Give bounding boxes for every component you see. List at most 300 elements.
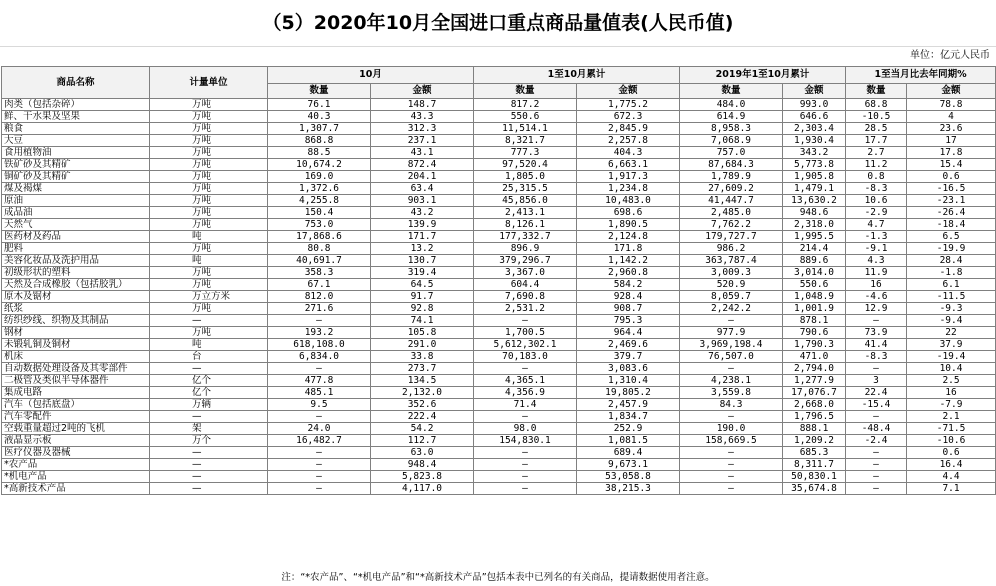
ytd-quantity-cell: 4,356.9 — [474, 387, 577, 399]
measure-unit: 万吨 — [150, 183, 268, 195]
ly-quantity-cell: 3,559.8 — [680, 387, 783, 399]
oct-quantity-cell: 10,674.2 — [268, 159, 371, 171]
ly-amount-cell: 1,048.9 — [783, 291, 846, 303]
ytd-quantity-cell: 2,531.2 — [474, 303, 577, 315]
oct-amount-cell: 63.0 — [371, 447, 474, 459]
ly-amount-cell: 1,905.8 — [783, 171, 846, 183]
yoy-quantity-cell: -4.6 — [846, 291, 907, 303]
ytd-amount-cell: 2,124.8 — [577, 231, 680, 243]
oct-amount-cell: 33.8 — [371, 351, 474, 363]
ly-amount-cell: 5,773.8 — [783, 159, 846, 171]
ytd-amount-cell: 928.4 — [577, 291, 680, 303]
oct-quantity-cell: 88.5 — [268, 147, 371, 159]
yoy-quantity-cell: 10.6 — [846, 195, 907, 207]
yoy-amount-cell: -26.4 — [907, 207, 996, 219]
ly-quantity-cell: 3,009.3 — [680, 267, 783, 279]
yoy-quantity-cell: 4.7 — [846, 219, 907, 231]
oct-amount-cell: 312.3 — [371, 123, 474, 135]
commodity-name: 大豆 — [2, 135, 150, 147]
oct-quantity-cell: — — [268, 459, 371, 471]
footnote: 注：“*农产品”、“*机电产品”和“*高新技术产品”包括本表中已列名的有关商品，提请数据使用者注意。 — [281, 572, 715, 583]
table-row — [2, 291, 996, 303]
ly-quantity-cell: 158,669.5 — [680, 435, 783, 447]
ytd-quantity-cell: 777.3 — [474, 147, 577, 159]
commodity-name: 纸浆 — [2, 303, 150, 315]
ytd-amount-cell: 379.7 — [577, 351, 680, 363]
oct-amount-cell: 54.2 — [371, 423, 474, 435]
ly-quantity-cell: 614.9 — [680, 111, 783, 123]
yoy-quantity-cell: — — [846, 447, 907, 459]
ly-amount-cell: 1,209.2 — [783, 435, 846, 447]
oct-amount-cell: 903.1 — [371, 195, 474, 207]
yoy-quantity-cell: 17.7 — [846, 135, 907, 147]
ly-amount-cell: 1,930.4 — [783, 135, 846, 147]
oct-quantity-cell: 16,482.7 — [268, 435, 371, 447]
header-amount: 金额 — [783, 84, 846, 99]
measure-unit: 台 — [150, 351, 268, 363]
yoy-quantity-cell: -9.1 — [846, 243, 907, 255]
ytd-quantity-cell: 5,612,302.1 — [474, 339, 577, 351]
ytd-quantity-cell: 70,183.0 — [474, 351, 577, 363]
yoy-amount-cell: 15.4 — [907, 159, 996, 171]
yoy-quantity-cell: -8.3 — [846, 183, 907, 195]
ytd-amount-cell: 1,917.3 — [577, 171, 680, 183]
yoy-amount-cell: -19.4 — [907, 351, 996, 363]
ytd-amount-cell: 584.2 — [577, 279, 680, 291]
yoy-amount-cell: -9.4 — [907, 315, 996, 327]
commodity-name: 肥料 — [2, 243, 150, 255]
oct-quantity-cell: 193.2 — [268, 327, 371, 339]
commodity-name: 美容化妆品及洗护用品 — [2, 255, 150, 267]
commodity-name: 汽车零配件 — [2, 411, 150, 423]
oct-quantity-cell: — — [268, 411, 371, 423]
header-quantity: 数量 — [268, 84, 371, 99]
commodity-name: 原油 — [2, 195, 150, 207]
commodity-name: 天然及合成橡胶（包括胶乳） — [2, 279, 150, 291]
ytd-quantity-cell: 97,520.4 — [474, 159, 577, 171]
yoy-quantity-cell: 11.9 — [846, 267, 907, 279]
oct-amount-cell: 43.1 — [371, 147, 474, 159]
oct-quantity-cell: 76.1 — [268, 99, 371, 111]
oct-amount-cell: 134.5 — [371, 375, 474, 387]
measure-unit: 万吨 — [150, 99, 268, 111]
ytd-amount-cell: 19,805.2 — [577, 387, 680, 399]
ly-quantity-cell: 363,787.4 — [680, 255, 783, 267]
commodity-name: 肉类（包括杂碎） — [2, 99, 150, 111]
table-row — [2, 123, 996, 135]
oct-amount-cell: 5,823.8 — [371, 471, 474, 483]
oct-amount-cell: 148.7 — [371, 99, 474, 111]
yoy-quantity-cell: — — [846, 459, 907, 471]
measure-unit: 万吨 — [150, 171, 268, 183]
yoy-amount-cell: -7.9 — [907, 399, 996, 411]
commodity-name: 纺织纱线、织物及其制品 — [2, 315, 150, 327]
ytd-quantity-cell: 1,700.5 — [474, 327, 577, 339]
oct-quantity-cell: 9.5 — [268, 399, 371, 411]
yoy-amount-cell: -10.6 — [907, 435, 996, 447]
ytd-amount-cell: 908.7 — [577, 303, 680, 315]
ly-quantity-cell: 484.0 — [680, 99, 783, 111]
yoy-quantity-cell: — — [846, 471, 907, 483]
ly-quantity-cell: — — [680, 471, 783, 483]
table-row — [2, 171, 996, 183]
table-row — [2, 219, 996, 231]
oct-amount-cell: 872.4 — [371, 159, 474, 171]
commodity-name: 初级形状的塑料 — [2, 267, 150, 279]
oct-quantity-cell: — — [268, 471, 371, 483]
table-row — [2, 111, 996, 123]
oct-quantity-cell: 618,108.0 — [268, 339, 371, 351]
ytd-amount-cell: 171.8 — [577, 243, 680, 255]
ytd-amount-cell: 6,663.1 — [577, 159, 680, 171]
ytd-amount-cell: 10,483.0 — [577, 195, 680, 207]
table-row — [2, 327, 996, 339]
yoy-amount-cell: 17 — [907, 135, 996, 147]
commodity-name: 空载重量超过2吨的飞机 — [2, 423, 150, 435]
oct-quantity-cell: 150.4 — [268, 207, 371, 219]
table-body — [2, 99, 996, 495]
ly-quantity-cell: — — [680, 315, 783, 327]
oct-amount-cell: 352.6 — [371, 399, 474, 411]
measure-unit: 万立方米 — [150, 291, 268, 303]
measure-unit: — — [150, 459, 268, 471]
measure-unit: 万吨 — [150, 147, 268, 159]
measure-unit: 万吨 — [150, 111, 268, 123]
measure-unit: 万吨 — [150, 219, 268, 231]
ytd-quantity-cell: 550.6 — [474, 111, 577, 123]
ly-amount-cell: 1,796.5 — [783, 411, 846, 423]
ytd-quantity-cell: 379,296.7 — [474, 255, 577, 267]
ly-amount-cell: 214.4 — [783, 243, 846, 255]
measure-unit: 吨 — [150, 339, 268, 351]
yoy-amount-cell: 2.1 — [907, 411, 996, 423]
measure-unit: — — [150, 447, 268, 459]
table-row — [2, 375, 996, 387]
ytd-amount-cell: 672.3 — [577, 111, 680, 123]
yoy-quantity-cell: -48.4 — [846, 423, 907, 435]
yoy-amount-cell: 22 — [907, 327, 996, 339]
table-row — [2, 135, 996, 147]
ly-quantity-cell: 41,447.7 — [680, 195, 783, 207]
table-row — [2, 471, 996, 483]
yoy-quantity-cell: — — [846, 411, 907, 423]
ytd-quantity-cell: — — [474, 411, 577, 423]
oct-quantity-cell: 1,307.7 — [268, 123, 371, 135]
commodity-name: 液晶显示板 — [2, 435, 150, 447]
oct-quantity-cell: 17,868.6 — [268, 231, 371, 243]
commodity-name: 煤及褐煤 — [2, 183, 150, 195]
header-group-month: 10月 — [268, 67, 474, 84]
oct-quantity-cell: 868.8 — [268, 135, 371, 147]
ytd-quantity-cell: 177,332.7 — [474, 231, 577, 243]
oct-amount-cell: 222.4 — [371, 411, 474, 423]
ly-amount-cell: 888.1 — [783, 423, 846, 435]
commodity-name: 未锻轧铜及铜材 — [2, 339, 150, 351]
commodity-name: 鲜、干水果及坚果 — [2, 111, 150, 123]
ly-quantity-cell: 757.0 — [680, 147, 783, 159]
header-amount: 金额 — [577, 84, 680, 99]
ly-amount-cell: 1,001.9 — [783, 303, 846, 315]
ly-amount-cell: 790.6 — [783, 327, 846, 339]
ytd-quantity-cell: 2,413.1 — [474, 207, 577, 219]
ytd-amount-cell: 9,673.1 — [577, 459, 680, 471]
yoy-quantity-cell: 12.9 — [846, 303, 907, 315]
commodity-name: 集成电路 — [2, 387, 150, 399]
ly-quantity-cell: 27,609.2 — [680, 183, 783, 195]
yoy-amount-cell: 4 — [907, 111, 996, 123]
measure-unit: 万吨 — [150, 279, 268, 291]
yoy-quantity-cell: -8.3 — [846, 351, 907, 363]
commodity-name: 铁矿砂及其精矿 — [2, 159, 150, 171]
ytd-quantity-cell: 8,126.1 — [474, 219, 577, 231]
yoy-quantity-cell: 41.4 — [846, 339, 907, 351]
oct-quantity-cell: — — [268, 315, 371, 327]
ytd-amount-cell: 1,234.8 — [577, 183, 680, 195]
oct-amount-cell: 63.4 — [371, 183, 474, 195]
ly-quantity-cell: — — [680, 411, 783, 423]
yoy-quantity-cell: -2.9 — [846, 207, 907, 219]
oct-amount-cell: 204.1 — [371, 171, 474, 183]
ytd-quantity-cell: — — [474, 363, 577, 375]
oct-quantity-cell: — — [268, 447, 371, 459]
ytd-quantity-cell: 1,805.0 — [474, 171, 577, 183]
yoy-amount-cell: -11.5 — [907, 291, 996, 303]
ly-amount-cell: 13,630.2 — [783, 195, 846, 207]
data-table — [1, 66, 996, 495]
ytd-quantity-cell: 98.0 — [474, 423, 577, 435]
ytd-quantity-cell: 3,367.0 — [474, 267, 577, 279]
oct-quantity-cell: 485.1 — [268, 387, 371, 399]
oct-quantity-cell: 40.3 — [268, 111, 371, 123]
ytd-quantity-cell: — — [474, 483, 577, 495]
ly-quantity-cell: 520.9 — [680, 279, 783, 291]
ytd-amount-cell: 1,775.2 — [577, 99, 680, 111]
ly-quantity-cell: 84.3 — [680, 399, 783, 411]
yoy-quantity-cell: 11.2 — [846, 159, 907, 171]
table-row — [2, 243, 996, 255]
commodity-name: 天然气 — [2, 219, 150, 231]
measure-unit: 亿个 — [150, 387, 268, 399]
yoy-amount-cell: 4.4 — [907, 471, 996, 483]
commodity-name: *机电产品 — [2, 471, 150, 483]
yoy-quantity-cell: 73.9 — [846, 327, 907, 339]
yoy-quantity-cell: 16 — [846, 279, 907, 291]
oct-quantity-cell: 477.8 — [268, 375, 371, 387]
table-row — [2, 207, 996, 219]
commodity-name: 汽车（包括底盘） — [2, 399, 150, 411]
header-amount: 金额 — [907, 84, 996, 99]
commodity-name: 粮食 — [2, 123, 150, 135]
ly-amount-cell: 646.6 — [783, 111, 846, 123]
yoy-quantity-cell: — — [846, 363, 907, 375]
ly-quantity-cell: 977.9 — [680, 327, 783, 339]
yoy-amount-cell: -1.8 — [907, 267, 996, 279]
measure-unit: — — [150, 363, 268, 375]
oct-amount-cell: 91.7 — [371, 291, 474, 303]
oct-amount-cell: 2,132.0 — [371, 387, 474, 399]
table-row — [2, 267, 996, 279]
ly-quantity-cell: 1,789.9 — [680, 171, 783, 183]
table-row — [2, 255, 996, 267]
ly-quantity-cell: 7,762.2 — [680, 219, 783, 231]
yoy-amount-cell: 17.8 — [907, 147, 996, 159]
ytd-amount-cell: 2,257.8 — [577, 135, 680, 147]
ytd-quantity-cell: — — [474, 471, 577, 483]
ytd-quantity-cell: 604.4 — [474, 279, 577, 291]
oct-quantity-cell: 80.8 — [268, 243, 371, 255]
measure-unit: 万吨 — [150, 327, 268, 339]
header-group-yoy: 1至当月比去年同期% — [846, 67, 996, 84]
measure-unit: 吨 — [150, 231, 268, 243]
ytd-quantity-cell: 154,830.1 — [474, 435, 577, 447]
measure-unit: 吨 — [150, 255, 268, 267]
ytd-amount-cell: 1,310.4 — [577, 375, 680, 387]
yoy-quantity-cell: 28.5 — [846, 123, 907, 135]
ytd-quantity-cell: — — [474, 447, 577, 459]
table-row — [2, 147, 996, 159]
oct-amount-cell: 237.1 — [371, 135, 474, 147]
measure-unit: 万吨 — [150, 243, 268, 255]
ytd-quantity-cell: 11,514.1 — [474, 123, 577, 135]
measure-unit: 万吨 — [150, 135, 268, 147]
oct-quantity-cell: 67.1 — [268, 279, 371, 291]
ytd-amount-cell: 53,058.8 — [577, 471, 680, 483]
yoy-amount-cell: 6.5 — [907, 231, 996, 243]
table-row — [2, 399, 996, 411]
commodity-name: 医疗仪器及器械 — [2, 447, 150, 459]
yoy-amount-cell: 28.4 — [907, 255, 996, 267]
table-row — [2, 99, 996, 111]
measure-unit: 万吨 — [150, 267, 268, 279]
oct-quantity-cell: — — [268, 363, 371, 375]
ytd-amount-cell: 1,834.7 — [577, 411, 680, 423]
yoy-amount-cell: 16.4 — [907, 459, 996, 471]
yoy-amount-cell: 2.5 — [907, 375, 996, 387]
yoy-quantity-cell: 22.4 — [846, 387, 907, 399]
ytd-amount-cell: 2,960.8 — [577, 267, 680, 279]
ly-quantity-cell: 179,727.7 — [680, 231, 783, 243]
oct-quantity-cell: 271.6 — [268, 303, 371, 315]
yoy-amount-cell: 37.9 — [907, 339, 996, 351]
ytd-amount-cell: 2,469.6 — [577, 339, 680, 351]
table-row — [2, 183, 996, 195]
yoy-amount-cell: -18.4 — [907, 219, 996, 231]
ytd-amount-cell: 404.3 — [577, 147, 680, 159]
ly-amount-cell: 889.6 — [783, 255, 846, 267]
ytd-amount-cell: 3,083.6 — [577, 363, 680, 375]
yoy-amount-cell: -19.9 — [907, 243, 996, 255]
oct-amount-cell: 139.9 — [371, 219, 474, 231]
oct-quantity-cell: 358.3 — [268, 267, 371, 279]
ytd-amount-cell: 1,142.2 — [577, 255, 680, 267]
ly-quantity-cell: — — [680, 459, 783, 471]
oct-quantity-cell: 24.0 — [268, 423, 371, 435]
commodity-name: 自动数据处理设备及其零部件 — [2, 363, 150, 375]
ly-amount-cell: 993.0 — [783, 99, 846, 111]
oct-amount-cell: 319.4 — [371, 267, 474, 279]
oct-amount-cell: 4,117.0 — [371, 483, 474, 495]
header-quantity: 数量 — [474, 84, 577, 99]
ytd-quantity-cell: 71.4 — [474, 399, 577, 411]
ly-quantity-cell: — — [680, 363, 783, 375]
oct-amount-cell: 948.4 — [371, 459, 474, 471]
measure-unit: 万吨 — [150, 303, 268, 315]
ytd-quantity-cell: 8,321.7 — [474, 135, 577, 147]
yoy-amount-cell: 16 — [907, 387, 996, 399]
oct-amount-cell: 273.7 — [371, 363, 474, 375]
measure-unit: 亿个 — [150, 375, 268, 387]
ly-amount-cell: 1,479.1 — [783, 183, 846, 195]
ly-amount-cell: 50,830.1 — [783, 471, 846, 483]
ly-amount-cell: 343.2 — [783, 147, 846, 159]
table-row — [2, 231, 996, 243]
table-row — [2, 411, 996, 423]
oct-amount-cell: 130.7 — [371, 255, 474, 267]
ly-quantity-cell: 2,242.2 — [680, 303, 783, 315]
table-row — [2, 447, 996, 459]
table-row — [2, 483, 996, 495]
commodity-name: 成品油 — [2, 207, 150, 219]
ly-amount-cell: 2,794.0 — [783, 363, 846, 375]
ly-amount-cell: 1,277.9 — [783, 375, 846, 387]
ytd-amount-cell: 1,890.5 — [577, 219, 680, 231]
ytd-amount-cell: 2,457.9 — [577, 399, 680, 411]
yoy-amount-cell: 0.6 — [907, 171, 996, 183]
table-row — [2, 351, 996, 363]
measure-unit: — — [150, 411, 268, 423]
table-row — [2, 159, 996, 171]
header-quantity: 数量 — [846, 84, 907, 99]
ytd-quantity-cell: 4,365.1 — [474, 375, 577, 387]
yoy-quantity-cell: — — [846, 315, 907, 327]
measure-unit: 万吨 — [150, 123, 268, 135]
table-row — [2, 387, 996, 399]
ytd-quantity-cell: — — [474, 315, 577, 327]
yoy-amount-cell: 0.6 — [907, 447, 996, 459]
ytd-amount-cell: 795.3 — [577, 315, 680, 327]
ly-amount-cell: 471.0 — [783, 351, 846, 363]
ly-amount-cell: 2,303.4 — [783, 123, 846, 135]
ly-amount-cell: 1,995.5 — [783, 231, 846, 243]
yoy-quantity-cell: 0.8 — [846, 171, 907, 183]
oct-amount-cell: 64.5 — [371, 279, 474, 291]
yoy-quantity-cell: -15.4 — [846, 399, 907, 411]
measure-unit: — — [150, 471, 268, 483]
table-row — [2, 303, 996, 315]
yoy-amount-cell: 78.8 — [907, 99, 996, 111]
ytd-quantity-cell: 7,690.8 — [474, 291, 577, 303]
header-group-cumulative: 1至10月累计 — [474, 67, 680, 84]
table-row — [2, 195, 996, 207]
ly-amount-cell: 948.6 — [783, 207, 846, 219]
ly-amount-cell: 550.6 — [783, 279, 846, 291]
oct-quantity-cell: 40,691.7 — [268, 255, 371, 267]
measure-unit: 万吨 — [150, 195, 268, 207]
yoy-amount-cell: 6.1 — [907, 279, 996, 291]
yoy-quantity-cell: — — [846, 483, 907, 495]
table-row — [2, 459, 996, 471]
header-unit: 计量单位 — [150, 67, 268, 99]
oct-quantity-cell: 4,255.8 — [268, 195, 371, 207]
commodity-name: *农产品 — [2, 459, 150, 471]
measure-unit: 万吨 — [150, 159, 268, 171]
oct-quantity-cell: 812.0 — [268, 291, 371, 303]
ly-amount-cell: 8,311.7 — [783, 459, 846, 471]
table-row — [2, 435, 996, 447]
ly-quantity-cell: 8,958.3 — [680, 123, 783, 135]
oct-amount-cell: 92.8 — [371, 303, 474, 315]
table-row — [2, 363, 996, 375]
